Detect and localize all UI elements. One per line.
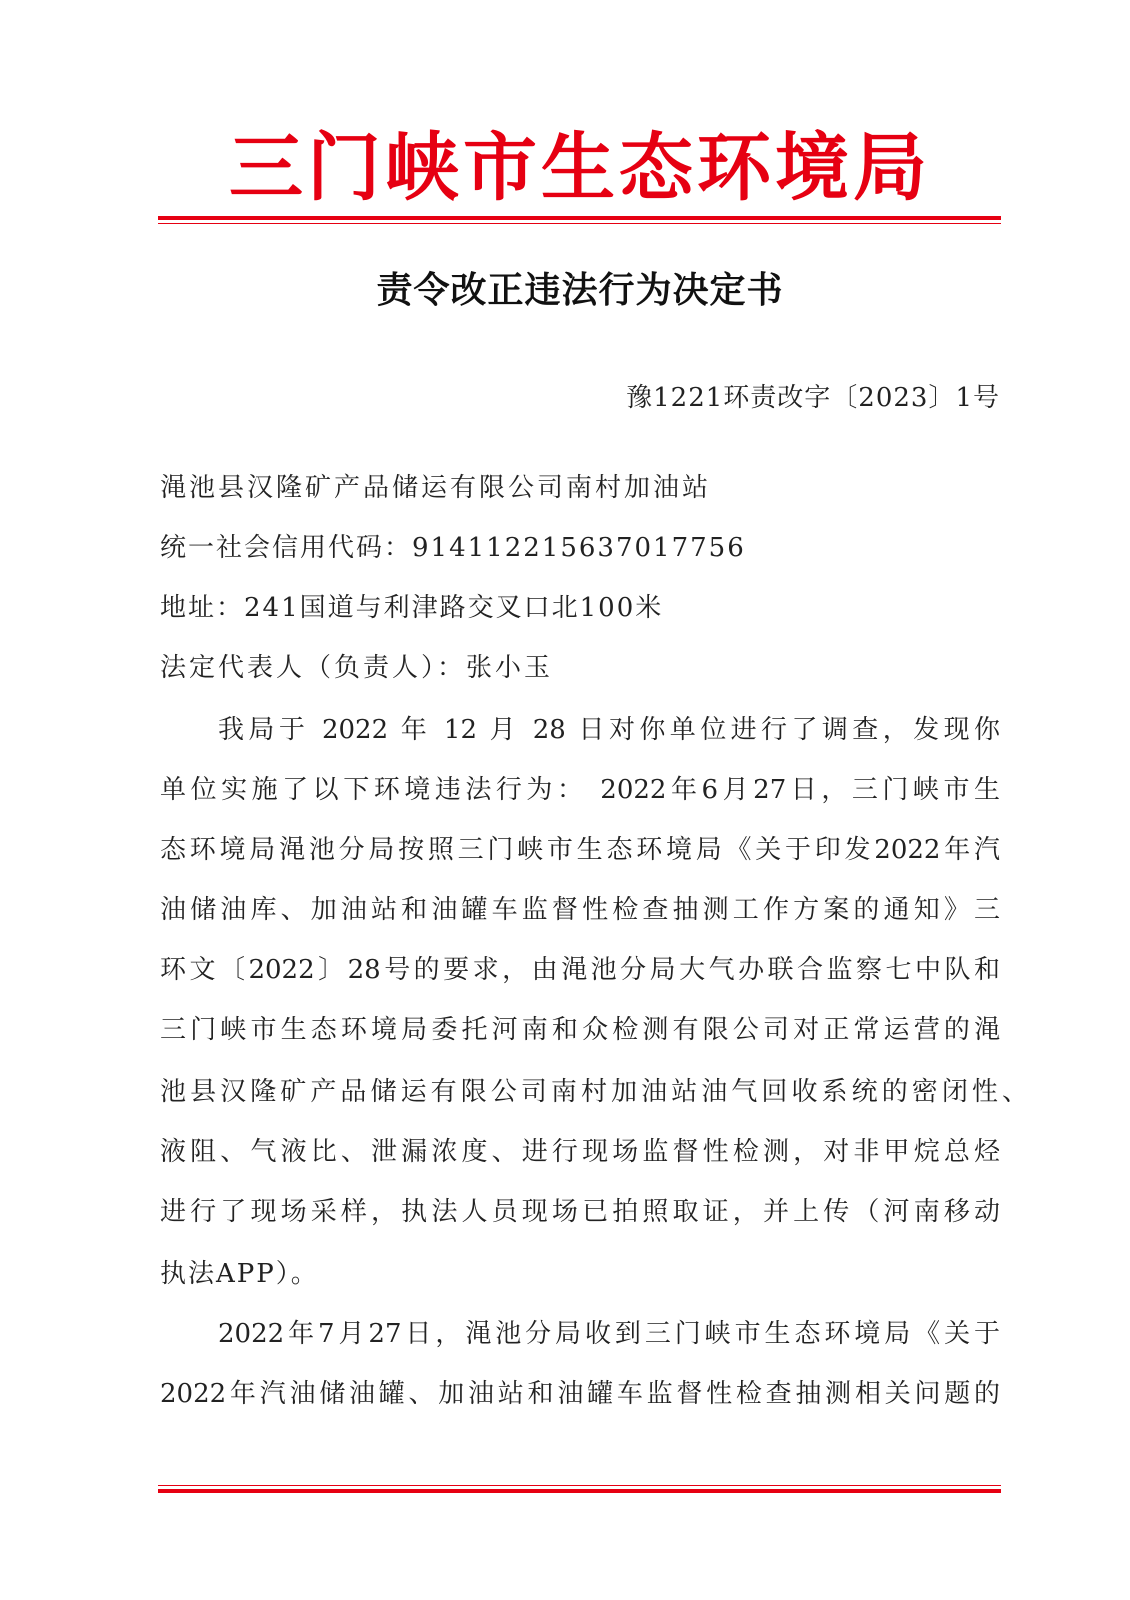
document-number: 豫1221环责改字〔2023〕1号	[626, 383, 1000, 413]
body-line: 我局于 2022 年 12 月 28 日对你单位进行了调查，发现你	[218, 715, 1000, 745]
body-line: 液阻、气液比、泄漏浓度、进行现场监督性检测，对非甲烷总烃	[160, 1137, 1000, 1167]
body-line: 态环境局渑池分局按照三门峡市生态环境局《关于印发2022年汽	[160, 835, 1000, 865]
masthead-rule-thick	[158, 216, 1001, 220]
footer-rule-thick	[158, 1489, 1001, 1493]
legal-representative: 法定代表人（负责人）：张小玉	[160, 653, 554, 683]
document-title: 责令改正违法行为决定书	[376, 270, 784, 311]
party-address: 地址：241国道与利津路交叉口北100米	[160, 593, 664, 623]
agency-masthead: 三门峡市生态环境局	[229, 125, 931, 211]
body-line: 油储油库、加油站和油罐车监督性检查抽测工作方案的通知》三	[160, 895, 1000, 925]
body-line: 执法APP）。	[160, 1259, 319, 1289]
body-line: 三门峡市生态环境局委托河南和众检测有限公司对正常运营的渑	[160, 1015, 1000, 1045]
body-line: 2022年7月27日，渑池分局收到三门峡市生态环境局《关于	[218, 1319, 1000, 1349]
party-name: 渑池县汉隆矿产品储运有限公司南村加油站	[160, 473, 712, 503]
masthead-rule-thin	[158, 223, 1001, 224]
body-line: 单位实施了以下环境违法行为： 2022年6月27日，三门峡市生	[160, 775, 1000, 805]
body-line: 池县汉隆矿产品储运有限公司南村加油站油气回收系统的密闭性、	[160, 1077, 1028, 1107]
credit-code: 统一社会信用代码：91411221563701775​6	[160, 533, 746, 563]
body-line: 2022年汽油储油罐、加油站和油罐车监督性检查抽测相关问题的	[160, 1379, 1000, 1409]
body-line: 环文〔2022〕28号的要求，由渑池分局大气办联合监察七中队和	[160, 955, 1000, 985]
footer-rule-thin	[158, 1485, 1001, 1486]
body-line: 进行了现场采样，执法人员现场已拍照取证，并上传（河南移动	[160, 1197, 1000, 1227]
